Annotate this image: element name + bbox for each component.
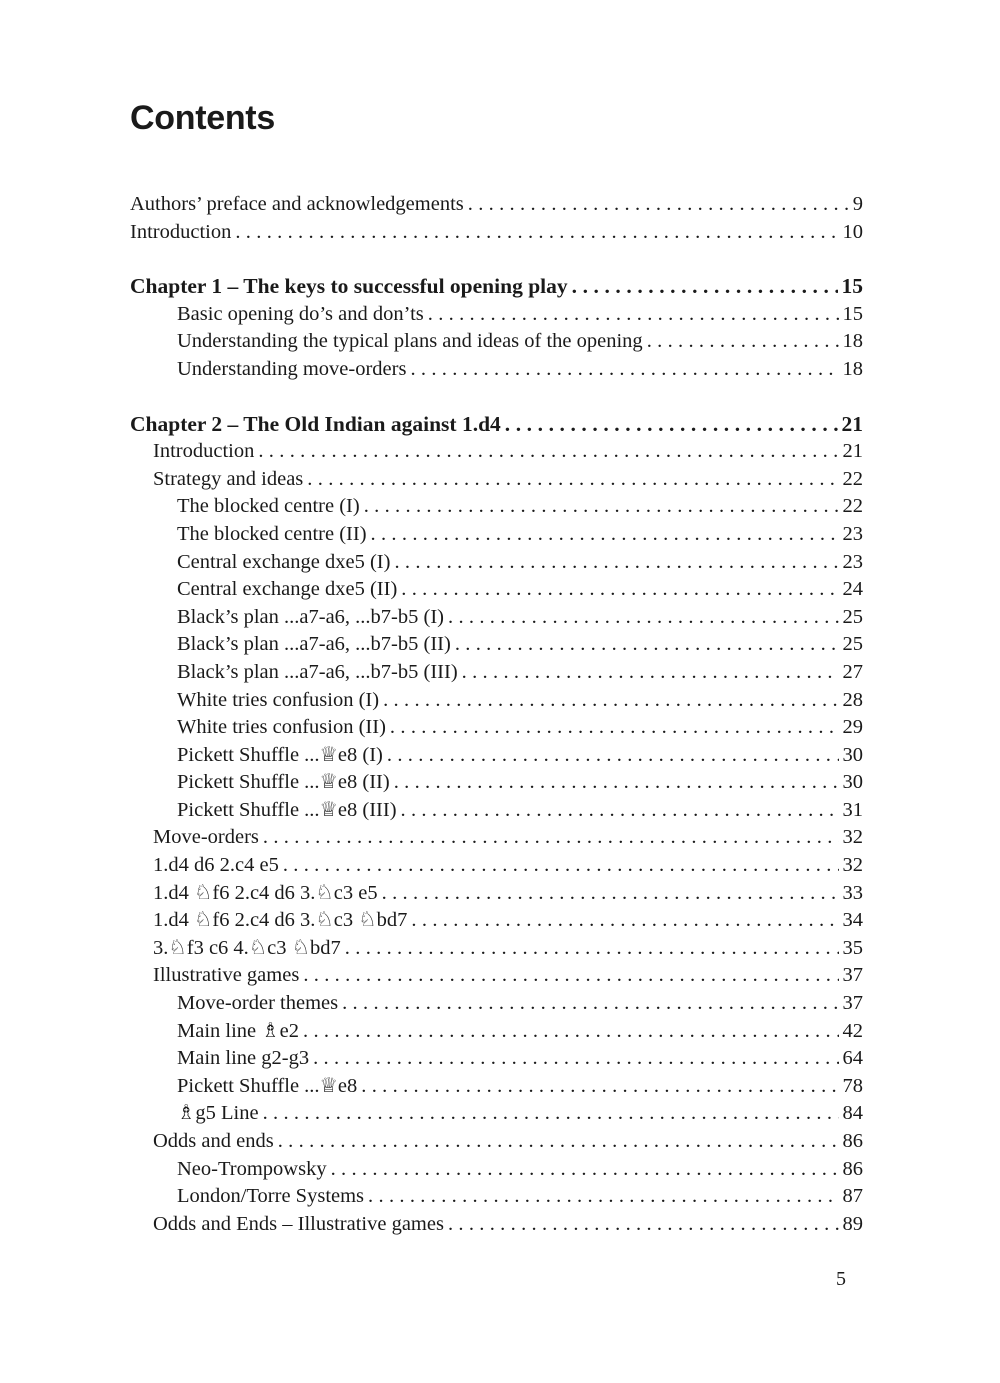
toc-entry[interactable] [130, 301, 863, 329]
dot-leader [394, 549, 838, 577]
dot-leader [572, 273, 838, 301]
toc-entry-page: 35 [842, 936, 863, 959]
dot-leader [428, 301, 839, 329]
toc-entry-page: 78 [842, 1074, 863, 1097]
dot-leader [387, 742, 839, 770]
toc-entry-page: 31 [842, 798, 863, 821]
toc-entry-label: 1.d4 ♘f6 2.c4 d6 3.♘c3 ♘bd7 [153, 909, 408, 932]
toc-entry[interactable] [130, 493, 863, 521]
toc-entry-label: Move-orders [153, 826, 259, 849]
toc-entry-page: 27 [842, 660, 863, 683]
toc-entry-label: 1.d4 d6 2.c4 e5 [153, 854, 279, 877]
toc-entry-page: 23 [842, 522, 863, 545]
dot-leader [258, 438, 838, 466]
toc-entry-page: 15 [841, 274, 863, 299]
toc-entry[interactable] [130, 1100, 863, 1128]
toc-entry-page: 64 [842, 1047, 863, 1070]
toc-entry-label: Move-order themes [177, 992, 339, 1015]
dot-leader [307, 466, 838, 494]
toc-entry-label: White tries confusion (I) [177, 688, 380, 711]
toc-entry-label: Understanding move-orders [177, 357, 407, 380]
dot-leader [364, 493, 839, 521]
toc-entry-page: 18 [842, 330, 863, 353]
toc-entry[interactable] [130, 1156, 863, 1184]
toc-chapter-2[interactable] [130, 411, 863, 439]
toc-entry-page: 23 [842, 550, 863, 573]
toc-entry-page: 33 [842, 881, 863, 904]
toc-entry[interactable] [130, 1045, 863, 1073]
toc-entry-page: 42 [842, 1019, 863, 1042]
toc-entry-label: Strategy and ideas [153, 467, 304, 490]
dot-leader [331, 1156, 839, 1184]
toc-entry-label: Understanding the typical plans and ideas of the opening [177, 330, 643, 353]
toc-entry-page: 30 [842, 771, 863, 794]
toc-entry-page: 84 [842, 1102, 863, 1125]
toc-entry-page: 25 [842, 633, 863, 656]
toc-entry-label: Authors’ preface and acknowledgements [130, 193, 464, 215]
toc-entry-page: 22 [842, 467, 863, 490]
toc-entry[interactable] [130, 521, 863, 549]
toc-section[interactable] [130, 1211, 863, 1239]
toc-entry-page: 24 [842, 578, 863, 601]
toc-entry[interactable] [130, 604, 863, 632]
dot-leader [647, 328, 839, 356]
toc-entry-label: Chapter 2 – The Old Indian against 1.d4 [130, 411, 501, 436]
toc-section[interactable] [130, 962, 863, 990]
toc-entry-page: 87 [842, 1185, 863, 1208]
page-number: 5 [836, 1268, 846, 1290]
toc-entry-page: 86 [842, 1130, 863, 1152]
toc-entry-label: Odds and Ends – Illustrative games [153, 1212, 444, 1235]
dot-leader [342, 990, 838, 1018]
toc-entry-label: The blocked centre (II) [177, 522, 367, 545]
toc-entry[interactable] [130, 549, 863, 577]
dot-leader [368, 1183, 838, 1211]
dot-leader [468, 191, 849, 219]
toc-section[interactable] [130, 1128, 863, 1156]
dot-leader [455, 631, 839, 659]
dot-leader [401, 576, 838, 604]
toc-entry[interactable] [130, 1073, 863, 1101]
dot-leader [263, 824, 839, 852]
page-title: Contents [130, 99, 275, 137]
toc-entry-page: 37 [842, 964, 863, 987]
toc-entry[interactable] [130, 1018, 863, 1046]
toc-entry-label: London/Torre Systems [177, 1185, 365, 1208]
table-of-contents [130, 191, 863, 1238]
dot-leader [401, 797, 839, 825]
toc-section[interactable] [130, 466, 863, 494]
toc-entry-page: 21 [841, 411, 863, 436]
toc-section[interactable] [130, 438, 863, 466]
toc-entry-label: Main line g2-g3 [177, 1047, 310, 1070]
toc-entry[interactable] [130, 1183, 863, 1211]
toc-entry[interactable] [130, 797, 863, 825]
dot-leader [448, 1211, 839, 1239]
toc-entry[interactable] [130, 880, 863, 908]
dot-leader [235, 219, 838, 247]
dot-leader [448, 604, 839, 632]
toc-entry-label: Pickett Shuffle ...♕e8 [177, 1074, 358, 1097]
toc-chapter-1[interactable] [130, 273, 863, 301]
toc-entry-page: 32 [842, 826, 863, 849]
toc-entry-label: Black’s plan ...a7-a6, ...b7-b5 (III) [177, 660, 458, 683]
toc-entry-label: Chapter 1 – The keys to successful opening play [130, 274, 568, 299]
toc-entry-label: 3.♘f3 c6 4.♘c3 ♘bd7 [153, 936, 341, 959]
toc-entry[interactable] [130, 356, 863, 384]
toc-entry-label: Pickett Shuffle ...♕e8 (I) [177, 743, 383, 766]
toc-entry-label: Black’s plan ...a7-a6, ...b7-b5 (I) [177, 605, 444, 628]
toc-entry-page: 10 [842, 220, 863, 243]
toc-entry-label: Central exchange dxe5 (I) [177, 550, 391, 573]
toc-entry-label: Black’s plan ...a7-a6, ...b7-b5 (II) [177, 633, 451, 656]
dot-leader [371, 521, 839, 549]
dot-leader [411, 907, 838, 935]
toc-entry[interactable] [130, 576, 863, 604]
toc-entry-label: Pickett Shuffle ...♕e8 (III) [177, 798, 397, 821]
toc-entry[interactable] [130, 687, 863, 715]
toc-section[interactable] [130, 824, 863, 852]
toc-entry-label: Introduction [153, 440, 255, 463]
dot-leader [345, 935, 839, 963]
dot-leader [394, 769, 839, 797]
toc-entry-label: The blocked centre (I) [177, 495, 360, 518]
toc-entry-page: 28 [842, 688, 863, 711]
toc-entry[interactable] [130, 852, 863, 880]
toc-entry-page: 22 [842, 495, 863, 518]
toc-entry[interactable] [130, 742, 863, 770]
dot-leader [278, 1128, 839, 1156]
dot-leader [382, 880, 839, 908]
toc-entry-page: 21 [842, 440, 863, 463]
toc-entry-page: 9 [852, 193, 863, 215]
toc-entry[interactable] [130, 990, 863, 1018]
toc-entry-label: Basic opening do’s and don’ts [177, 302, 424, 325]
toc-entry-label: ♗g5 Line [177, 1102, 259, 1125]
dot-leader [283, 852, 839, 880]
toc-entry[interactable] [130, 714, 863, 742]
toc-entry-page: 34 [842, 909, 863, 932]
dot-leader [303, 962, 838, 990]
toc-entry-page: 30 [842, 743, 863, 766]
dot-leader [383, 687, 838, 715]
toc-entry-label: Central exchange dxe5 (II) [177, 578, 398, 601]
toc-entry[interactable] [130, 659, 863, 687]
dot-leader [263, 1100, 839, 1128]
toc-entry-label: White tries confusion (II) [177, 716, 386, 739]
toc-entry-page: 18 [842, 357, 863, 380]
toc-entry[interactable] [130, 935, 863, 963]
toc-entry-authors-preface[interactable] [130, 191, 863, 219]
dot-leader [313, 1045, 838, 1073]
toc-entry-label: Pickett Shuffle ...♕e8 (II) [177, 771, 390, 794]
toc-entry-page: 32 [842, 854, 863, 877]
dot-leader [505, 411, 838, 439]
toc-entry-page: 86 [842, 1157, 863, 1180]
toc-entry-page: 29 [842, 716, 863, 739]
toc-entry-label: Main line ♗e2 [177, 1019, 299, 1042]
toc-entry[interactable] [130, 907, 863, 935]
toc-entry-page: 15 [842, 302, 863, 325]
dot-leader [462, 659, 839, 687]
toc-entry-page: 25 [842, 605, 863, 628]
toc-entry-label: Neo-Trompowsky [177, 1157, 327, 1180]
toc-entry-label: Odds and ends [153, 1130, 274, 1152]
dot-leader [361, 1073, 838, 1101]
toc-entry-page: 89 [842, 1212, 863, 1235]
toc-entry-label: Illustrative games [153, 964, 300, 987]
toc-entry-introduction[interactable] [130, 219, 863, 247]
toc-entry-page: 37 [842, 992, 863, 1015]
toc-entry-label: 1.d4 ♘f6 2.c4 d6 3.♘c3 e5 [153, 881, 378, 904]
dot-leader [410, 356, 838, 384]
toc-entry-label: Introduction [130, 220, 232, 243]
toc-entry[interactable] [130, 328, 863, 356]
dot-leader [303, 1018, 839, 1046]
toc-entry[interactable] [130, 769, 863, 797]
dot-leader [390, 714, 839, 742]
toc-entry[interactable] [130, 631, 863, 659]
